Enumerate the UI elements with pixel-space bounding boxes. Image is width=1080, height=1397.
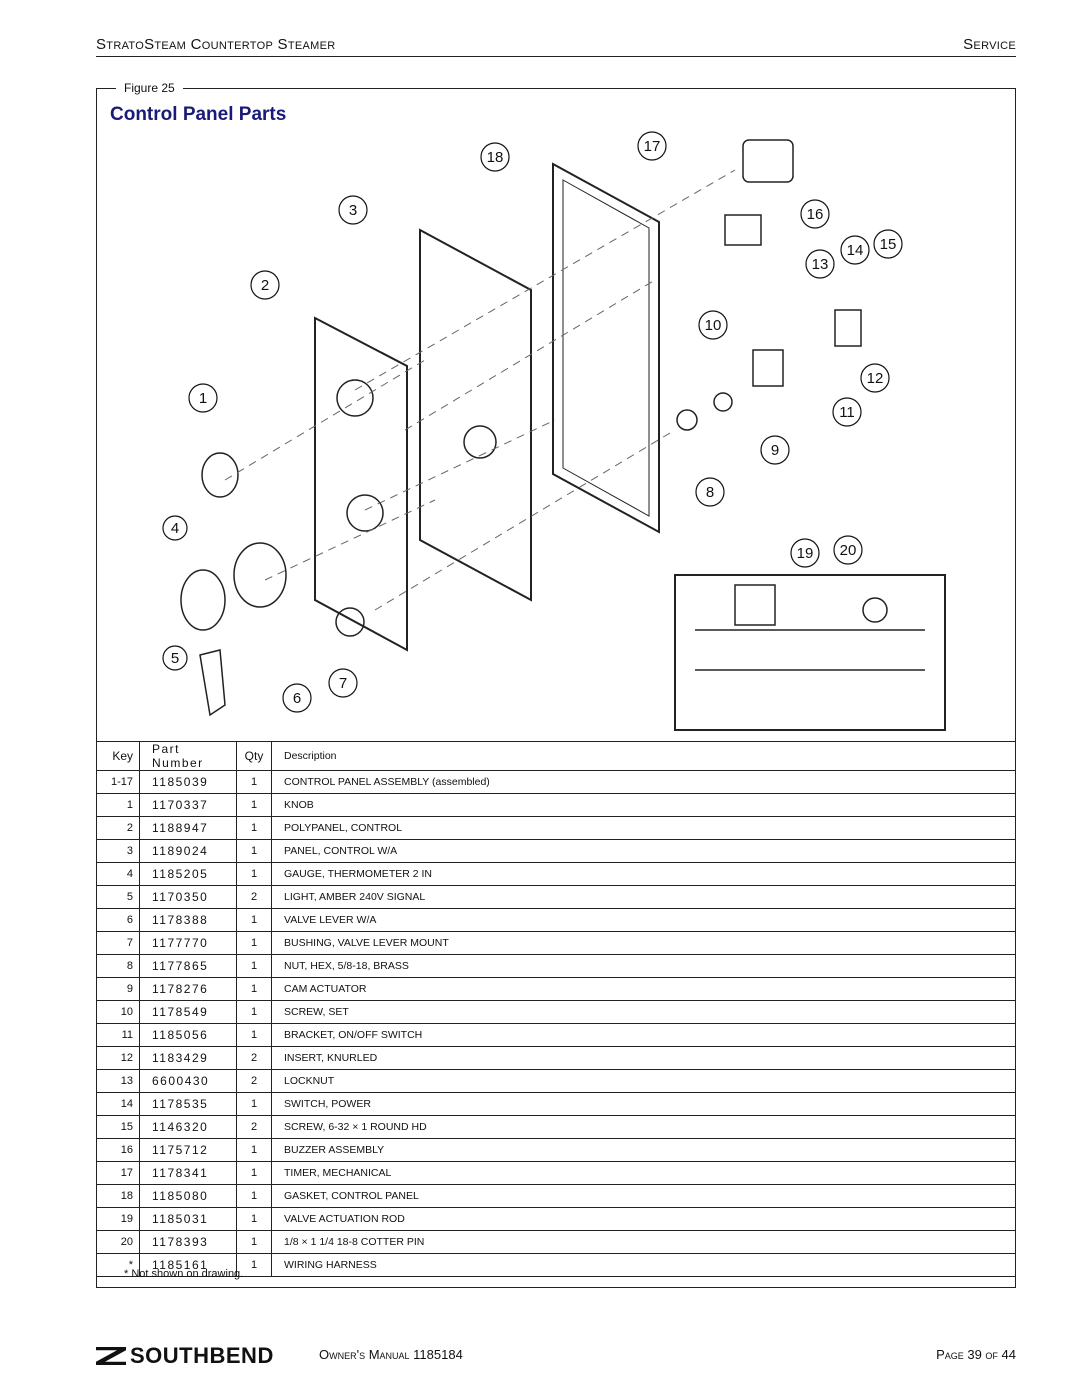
footer-manual: Owner's Manual 1185184 bbox=[319, 1347, 463, 1362]
callout-7 bbox=[329, 669, 357, 697]
svg-text:3: 3 bbox=[348, 202, 358, 219]
callout-11 bbox=[833, 398, 861, 426]
svg-text:5: 5 bbox=[170, 650, 180, 667]
callout-3 bbox=[339, 196, 367, 224]
part-description: BRACKET, ON/OFF SWITCH bbox=[272, 1024, 1017, 1047]
part-key: 7 bbox=[96, 932, 140, 955]
figure-title: Control Panel Parts bbox=[110, 104, 287, 125]
callout-1 bbox=[189, 384, 217, 412]
table-row bbox=[96, 771, 1016, 794]
col-part-number: Part Number bbox=[140, 742, 237, 771]
part-description: POLYPANEL, CONTROL bbox=[272, 817, 1017, 840]
part-qty: 1 bbox=[237, 1254, 272, 1277]
cam-drawing bbox=[714, 393, 732, 411]
part-description: LOCKNUT bbox=[272, 1070, 1017, 1093]
part-number: 1170350 bbox=[140, 886, 237, 909]
part-description: BUSHING, VALVE LEVER MOUNT bbox=[272, 932, 1017, 955]
callout-2 bbox=[251, 271, 279, 299]
part-number: 1178535 bbox=[140, 1093, 237, 1116]
table-row bbox=[96, 886, 1016, 909]
part-key: 13 bbox=[96, 1070, 140, 1093]
part-key: 10 bbox=[96, 1001, 140, 1024]
svg-text:6: 6 bbox=[292, 690, 302, 707]
bracket-drawing bbox=[753, 350, 783, 386]
callout-8 bbox=[696, 478, 724, 506]
header-section: Service bbox=[963, 36, 1016, 53]
timer-drawing bbox=[743, 140, 793, 182]
part-number: 1178388 bbox=[140, 909, 237, 932]
part-number: 1185056 bbox=[140, 1024, 237, 1047]
part-qty: 1 bbox=[237, 1231, 272, 1254]
part-qty: 1 bbox=[237, 1162, 272, 1185]
table-row bbox=[96, 1070, 1016, 1093]
part-description: VALVE LEVER W/A bbox=[272, 909, 1017, 932]
svg-text:18: 18 bbox=[486, 149, 504, 166]
part-key: 1 bbox=[96, 794, 140, 817]
part-number: 1178393 bbox=[140, 1231, 237, 1254]
part-number: 1175712 bbox=[140, 1139, 237, 1162]
part-key: 11 bbox=[96, 1024, 140, 1047]
part-qty: 2 bbox=[237, 886, 272, 909]
part-number: 1183429 bbox=[140, 1047, 237, 1070]
part-number: 1185031 bbox=[140, 1208, 237, 1231]
part-description: GASKET, CONTROL PANEL bbox=[272, 1185, 1017, 1208]
callout-13 bbox=[806, 250, 834, 278]
part-key: 14 bbox=[96, 1093, 140, 1116]
table-row bbox=[96, 1231, 1016, 1254]
part-number: 1146320 bbox=[140, 1116, 237, 1139]
footnote: * Not shown on drawing. bbox=[124, 1268, 244, 1280]
parts-table bbox=[96, 741, 1016, 1277]
part-qty: 2 bbox=[237, 1047, 272, 1070]
part-key: 8 bbox=[96, 955, 140, 978]
figure-label: Figure 25 bbox=[116, 81, 183, 95]
part-description: SWITCH, POWER bbox=[272, 1093, 1017, 1116]
part-qty: 1 bbox=[237, 1093, 272, 1116]
part-key: 18 bbox=[96, 1185, 140, 1208]
part-number: 1177770 bbox=[140, 932, 237, 955]
callout-17 bbox=[638, 132, 666, 160]
part-description: CAM ACTUATOR bbox=[272, 978, 1017, 1001]
part-key: 2 bbox=[96, 817, 140, 840]
part-number: 1188947 bbox=[140, 817, 237, 840]
part-qty: 1 bbox=[237, 794, 272, 817]
part-description: TIMER, MECHANICAL bbox=[272, 1162, 1017, 1185]
svg-text:1: 1 bbox=[198, 390, 208, 407]
part-number: 1185205 bbox=[140, 863, 237, 886]
header-rule bbox=[96, 56, 1016, 57]
parts-table-header bbox=[96, 742, 1016, 771]
part-key: 20 bbox=[96, 1231, 140, 1254]
table-row bbox=[96, 955, 1016, 978]
callout-10 bbox=[699, 311, 727, 339]
part-qty: 1 bbox=[237, 771, 272, 794]
part-key: 16 bbox=[96, 1139, 140, 1162]
table-row bbox=[96, 1208, 1016, 1231]
part-qty: 1 bbox=[237, 1024, 272, 1047]
southbend-logo bbox=[96, 1343, 274, 1369]
table-row bbox=[96, 932, 1016, 955]
part-description: SCREW, 6-32 × 1 ROUND HD bbox=[272, 1116, 1017, 1139]
table-row bbox=[96, 978, 1016, 1001]
svg-text:14: 14 bbox=[846, 242, 864, 259]
part-description: PANEL, CONTROL W/A bbox=[272, 840, 1017, 863]
control-panel-drawing bbox=[420, 230, 531, 600]
part-qty: 1 bbox=[237, 1139, 272, 1162]
table-row bbox=[96, 1162, 1016, 1185]
part-description: 1/8 × 1 1/4 18-8 COTTER PIN bbox=[272, 1231, 1017, 1254]
table-row bbox=[96, 1116, 1016, 1139]
col-description: Description bbox=[272, 742, 1017, 771]
part-number: 1170337 bbox=[140, 794, 237, 817]
part-qty: 2 bbox=[237, 1070, 272, 1093]
table-row bbox=[96, 840, 1016, 863]
svg-text:17: 17 bbox=[643, 138, 661, 155]
part-qty: 1 bbox=[237, 932, 272, 955]
header-title: StratoSteam Countertop Steamer bbox=[96, 36, 336, 53]
gauge-drawing bbox=[181, 570, 225, 630]
callout-5 bbox=[163, 646, 187, 670]
part-qty: 1 bbox=[237, 840, 272, 863]
part-key: 15 bbox=[96, 1116, 140, 1139]
svg-text:4: 4 bbox=[170, 520, 180, 537]
table-row bbox=[96, 909, 1016, 932]
part-number: 1189024 bbox=[140, 840, 237, 863]
callout-18 bbox=[481, 143, 509, 171]
part-key: 1-17 bbox=[96, 771, 140, 794]
callout-15 bbox=[874, 230, 902, 258]
callout-16 bbox=[801, 200, 829, 228]
part-key: 6 bbox=[96, 909, 140, 932]
part-description: KNOB bbox=[272, 794, 1017, 817]
callout-9 bbox=[761, 436, 789, 464]
part-description: CONTROL PANEL ASSEMBLY (assembled) bbox=[272, 771, 1017, 794]
part-qty: 1 bbox=[237, 1208, 272, 1231]
table-row bbox=[96, 1139, 1016, 1162]
part-description: VALVE ACTUATION ROD bbox=[272, 1208, 1017, 1231]
svg-text:8: 8 bbox=[705, 484, 715, 501]
callout-19 bbox=[791, 539, 819, 567]
col-qty: Qty bbox=[237, 742, 272, 771]
part-number: 1178276 bbox=[140, 978, 237, 1001]
part-number: 1178549 bbox=[140, 1001, 237, 1024]
part-description: NUT, HEX, 5/8-18, BRASS bbox=[272, 955, 1017, 978]
svg-text:2: 2 bbox=[260, 277, 270, 294]
svg-text:15: 15 bbox=[879, 236, 897, 253]
table-row bbox=[96, 1185, 1016, 1208]
part-description: SCREW, SET bbox=[272, 1001, 1017, 1024]
svg-text:10: 10 bbox=[704, 317, 722, 334]
col-key: Key bbox=[96, 742, 140, 771]
part-qty: 1 bbox=[237, 978, 272, 1001]
table-row bbox=[96, 1001, 1016, 1024]
knob-drawing bbox=[202, 453, 238, 497]
part-qty: 1 bbox=[237, 1001, 272, 1024]
callout-6 bbox=[283, 684, 311, 712]
svg-text:12: 12 bbox=[866, 370, 884, 387]
buzzer-drawing bbox=[725, 215, 761, 245]
table-row bbox=[96, 817, 1016, 840]
part-key: 17 bbox=[96, 1162, 140, 1185]
valve-lever-drawing bbox=[200, 650, 225, 715]
part-key: 4 bbox=[96, 863, 140, 886]
part-key: * bbox=[96, 1254, 140, 1277]
table-row bbox=[96, 1024, 1016, 1047]
part-key: 19 bbox=[96, 1208, 140, 1231]
brand-text: SOUTHBEND bbox=[130, 1343, 274, 1368]
part-qty: 1 bbox=[237, 863, 272, 886]
part-qty: 1 bbox=[237, 1185, 272, 1208]
part-key: 9 bbox=[96, 978, 140, 1001]
southbend-mark-icon bbox=[96, 1347, 126, 1365]
svg-text:16: 16 bbox=[806, 206, 824, 223]
part-qty: 1 bbox=[237, 955, 272, 978]
nut-drawing bbox=[677, 410, 697, 430]
part-description: GAUGE, THERMOMETER 2 IN bbox=[272, 863, 1017, 886]
part-qty: 2 bbox=[237, 1116, 272, 1139]
part-number: 1185080 bbox=[140, 1185, 237, 1208]
part-key: 3 bbox=[96, 840, 140, 863]
table-row bbox=[96, 1047, 1016, 1070]
callout-4 bbox=[163, 516, 187, 540]
part-number: 1177865 bbox=[140, 955, 237, 978]
part-qty: 1 bbox=[237, 817, 272, 840]
svg-text:19: 19 bbox=[796, 545, 814, 562]
part-number: 1185039 bbox=[140, 771, 237, 794]
svg-text:11: 11 bbox=[839, 404, 855, 421]
callout-20 bbox=[834, 536, 862, 564]
exploded-parts-drawing bbox=[170, 130, 955, 735]
part-description: LIGHT, AMBER 240V SIGNAL bbox=[272, 886, 1017, 909]
table-row bbox=[96, 863, 1016, 886]
svg-text:20: 20 bbox=[839, 542, 857, 559]
part-number: 1185161 bbox=[140, 1254, 237, 1277]
part-key: 5 bbox=[96, 886, 140, 909]
svg-text:13: 13 bbox=[811, 256, 829, 273]
part-description: WIRING HARNESS bbox=[272, 1254, 1017, 1277]
part-key: 12 bbox=[96, 1047, 140, 1070]
table-row bbox=[96, 1093, 1016, 1116]
svg-text:9: 9 bbox=[770, 442, 780, 459]
part-description: INSERT, KNURLED bbox=[272, 1047, 1017, 1070]
callout-12 bbox=[861, 364, 889, 392]
footer-page: Page 39 of 44 bbox=[936, 1347, 1016, 1362]
callout-14 bbox=[841, 236, 869, 264]
part-number: 6600430 bbox=[140, 1070, 237, 1093]
inset-view bbox=[675, 575, 945, 730]
part-qty: 1 bbox=[237, 909, 272, 932]
part-number: 1178341 bbox=[140, 1162, 237, 1185]
svg-text:7: 7 bbox=[338, 675, 348, 692]
switch-drawing bbox=[835, 310, 861, 346]
gasket-drawing bbox=[553, 164, 659, 532]
table-row bbox=[96, 794, 1016, 817]
part-description: BUZZER ASSEMBLY bbox=[272, 1139, 1017, 1162]
